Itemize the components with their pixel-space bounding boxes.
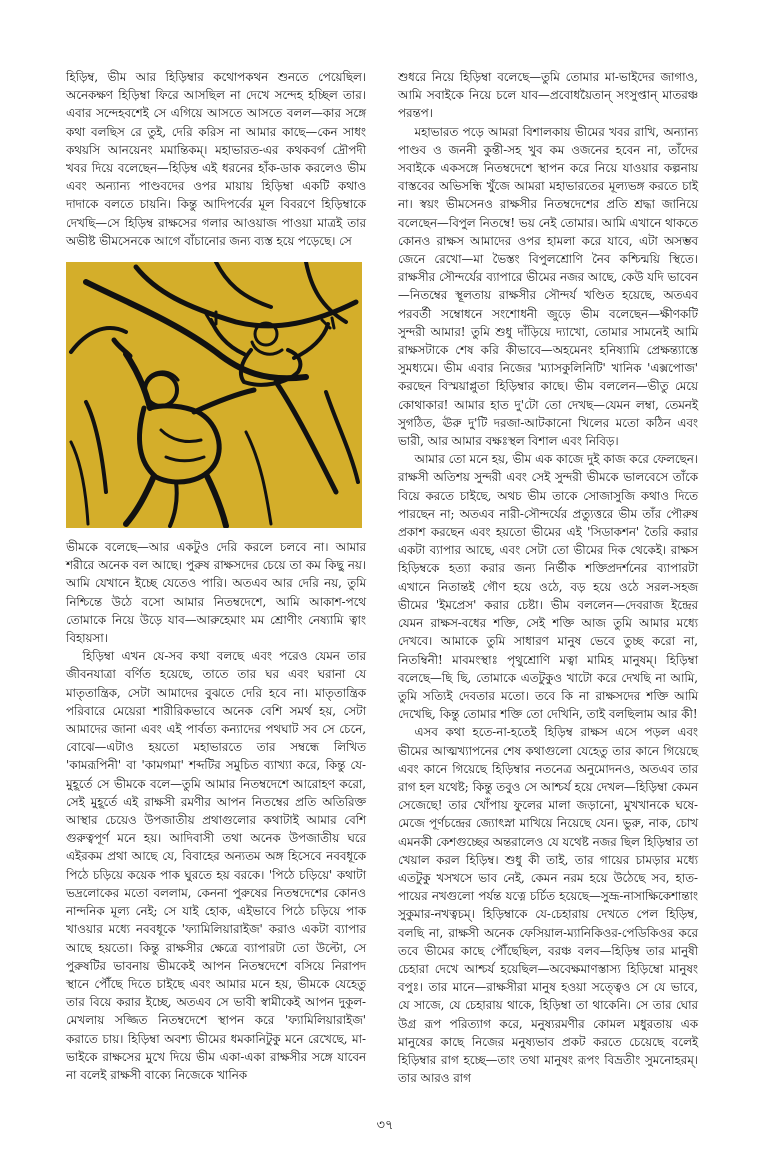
- left-column: [66, 68, 366, 1084]
- paragraph: হিড়িম্ব, ভীম আর হিড়িম্বার কথোপকথন শুনতে পেয়েছিল। অনেকক্ষণ হিড়িম্বা ফিরে আসছিল না দেখে সন্দেহ হচ্ছিল তার। এবার সন্দেহবশেই সে এগিয়ে আসতে আসতে বলল—কার সঙ্গে কথা বলছিস রে তুই, দেরি করিস না আমার কাছে—কেন সাধং কথয়সি আনয়েনং মমান্তিকম্। মহাভারত-এর কথকবর্গ দ্রৌপদী খবর দিয়ে বলেছেন—হিড়িম্ব এই ধরনের হাঁক-ডাক করলেও ভীম এবং অন্যান্য পাণ্ডবদের ওপর মায়ায় হিড়িম্বা একটি কথাও দাদাকে বলতে চায়নি। কিন্তু আদিপর্বের মূল বিবরণে হিড়িম্বাকে দেখছি—সে হিড়িম্ব রাক্ষসের গলার আওয়াজ পাওয়া মাত্রই তার অভীষ্ট ভীমসেনকে আগে বাঁচানোর জন্য ব্যস্ত হয়ে পড়েছে। সে: [66, 70, 366, 248]
- illustration: [66, 262, 362, 528]
- paragraph: শুধরে নিয়ে হিড়িম্বা বলেছে—তুমি তোমার মা-ভাইদের জাগাও, আমি সবাইকে নিয়ে চলে যাব—প্রবোধয়ৈতান্‌ সংসুপ্তান্‌ মাতরঞ্চ পরন্তপ।: [398, 70, 698, 121]
- right-column: [398, 68, 698, 1087]
- ink-drawing-bhima-hidimba: [66, 262, 362, 528]
- paragraph: হিড়িম্বা এখন যে-সব কথা বলছে এবং পরেও যেমন তার জীবনযাত্রা বর্ণিত হয়েছে, তাতে তার ঘর এবং ঘরানা যে মাতৃতান্ত্রিক, সেটা আমাদের বুঝতে দেরি হবে না। মাতৃতান্ত্রিক পরিবারে মেয়েরা শারীরিকভাবে অনেক বেশি সমর্থ হয়, সেটা আমাদের জানা এবং এই পার্বত্য কন্যাদের পথঘাট সব সে চেনে, বোঝে—এটাও হয়তো মহাভারতে তার সম্বন্ধে লিখিত 'কামরূপিনী' বা 'কামগমা' শব্দটির সমুচিত ব্যাখ্যা করে, কিন্তু যে-মুহূর্তে সে ভীমকে বলে—তুমি আমার নিতম্বদেশে আরোহণ করো, সেই মুহূর্তে এই রাক্ষসী রমণীর আপন নিতম্বের প্রতি অতিরিক্ত আস্থার চেয়েও উপজাতীয় প্রথাগুলোর কথাটাই আমার বেশি গুরুত্বপূর্ণ মনে হয়। আদিবাসী তথা অনেক উপজাতীয় ঘরে এইরকম প্রথা আছে যে, বিবাহের অন্যতম অঙ্গ হিসেবে নববধূকে পিঠে চড়িয়ে কয়েক পাক ঘুরতে হয় বরকে। 'পিঠে চড়িয়ে' কথাটা ভদ্রলোকের মতো বললাম, কেননা পুরুষের নিতম্বদেশের কোনও নান্দনিক মূল্য নেই; সে যাই হোক, এইভাবে পিঠে চড়িয়ে পাক খাওয়ার মধ্যে নববধূকে 'ফ্যামিলিয়ারাইজ' করাও একটা ব্যাপার আছে হয়তো। কিন্তু রাক্ষসীর ক্ষেত্রে ব্যাপারটা তো উল্টো, সে পুরুষটির ভাবনায় ভীমকেই আপন নিতম্বদেশে বসিয়ে নিরাপদ স্থানে পৌঁছে দিতে চাইছে এবং আমার মনে হয়, ভীমকে যেহেতু তার বিয়ে করার ইচ্ছে, অতএব সে ভাবী স্বামীকেই আপন দুকূল-মেখলায় সজ্জিত নিতম্বদেশে স্থাপন করে 'ফ্যামিলিয়ারাইজ' করাতে চায়। হিড়িম্বা অবশ্য ভীমের ধমকানিটুকু মনে রেখেছে, মা-ভাইকে রাক্ষসের মুখে দিয়ে ভীম একা-একা রাক্ষসীর সঙ্গে যাবেন না বলেই রাক্ষসী বাক্যে নিজেকে খানিক: [66, 649, 366, 1082]
- paragraph: আমার তো মনে হয়, ভীম এক কাজে দুই কাজ করে ফেলছেন। রাক্ষসী অতিশয় সুন্দরী এবং সেই সুন্দরী ভীমকে ভালবেসে তাঁকে বিয়ে করতে চাইছে, অথচ ভীম তাকে সোজাসুজি কথাও দিতে পারছেন না; অতএব নারী-সৌন্দর্যের প্রত্যুত্তরে ভীম তাঁর পৌরুষ প্রকাশ করছেন এবং হয়তো ভীমের এই 'সিডাকশন' তৈরি করার একটা ব্যাপার আছে, এবং সেটা তো ভীমের দিক থেকেই। রাক্ষস হিড়িম্বকে হত্যা করার জন্য নির্ভীক শক্তিপ্রদর্শনের ব্যাপারটা এখানে নিতান্তই গৌণ হয়ে ওঠে, বড় হয়ে ওঠে সরল-সহজ ভীমের 'ইমপ্রেস' করার চেষ্টা। ভীম বললেন—দেবরাজ ইন্দ্রের যেমন রাক্ষস-বধের শক্তি, সেই শক্তি আজ তুমি আমার মধ্যে দেখবে। আমাকে তুমি সাধারণ মানুষ ভেবে তুচ্ছ করো না, নিতম্বিনী! মাবমংস্থাঃ পৃথুশ্রোণি মত্বা মামিহ মানুষম্। হিড়িম্বা বলেছে—ছি ছি, তোমাকে এতটুকুও খাটো করে দেখছি না আমি, তুমি সত্যিই দেবতার মতো। তবে কি না রাক্ষসদের শক্তি আমি দেখেছি, কিন্তু তোমার শক্তি তো দেখিনি, তাই বলছিলাম আর কী!: [398, 452, 698, 722]
- paragraph: এসব কথা হতে-না-হতেই হিড়িম্ব রাক্ষস এসে পড়ল এবং ভীমের আত্মখ্যাপনের শেষ কথাগুলো যেহেতু তার কানে গিয়েছে এবং কানে গিয়েছে হিড়িম্বার নতনেত্র অনুমোদনও, অতএব তার রাগ হল যথেষ্ট; কিন্তু তবুও সে আশ্চর্য হয়ে দেখল—হিড়িম্বা কেমন সেজেছে! তার খোঁপায় ফুলের মালা জড়ানো, মুখখানকে ঘষে-মেজে পূর্ণচন্দ্রের জ্যোৎস্না মাখিয়ে নিয়েছে যেন। ভুরু, নাক, চোখ এমনকী কেশগুচ্ছের অন্তরালেও যে যথেষ্ট নজর ছিল হিড়িম্বার তা খেয়াল করল হিড়িম্ব। শুধু কী তাই, তার গায়ের চামড়ার মধ্যে এতটুকু খসখসে ভাব নেই, কেমন নরম হয়ে উঠেছে সব, হাত-পায়ের নখগুলো পর্যন্ত যত্নে চর্চিত হয়েছে—সুভ্রূ-নাসাক্ষিকেশান্তাং সুকুমার-নখত্বচম্। হিড়িম্বাকে যে-চেহারায় দেখতে পেল হিড়িম্ব, বলছি না, রাক্ষসী অনেক ফেসিয়াল-ম্যানিকিওর-পেডিকিওর করে তবে ভীমের কাছে পৌঁছেছিল, বরঞ্চ বলব—হিড়িম্ব তার মানুষী চেহারা দেখে আশ্চর্য হয়েছিল—অবেক্ষমাণস্তাস্য হিড়িম্বো মানুষং বপুঃ। তার মানে—রাক্ষসীরা মানুষ হওয়া সত্ত্বেও সে যে ভাবে, যে সাজে, যে চেহারায় থাকে, হিড়িম্বা তা থাকেনি। সে তার ঘোর উগ্র রূপ পরিত্যাগ করে, মনুষ্যরমণীর কোমল মধুরতায় এক মানুষের কাছে নিজের মনুষ্যভাব প্রকট করতে চেয়েছে বলেই হিড়িম্বার রাগ হচ্ছে—তাং তথা মানুষং রূপং বিভ্রতীং সুমনোহরম্। তার আরও রাগ: [398, 725, 698, 1086]
- paragraph: ভীমকে বলেছে—আর একটুও দেরি করলে চলবে না। আমার শরীরে অনেক বল আছে। পুরুষ রাক্ষসদের চেয়ে তা কম কিছু নয়। আমি যেখানে ইচ্ছে যেতেও পারি। অতএব আর দেরি নয়, তুমি নিশ্চিন্তে উঠে বসো আমার নিতম্বদেশে, আমি আকাশ-পথে তোমাকে নিয়ে উড়ে যাব—আরুহেমাং মম শ্রোণীং নেষ্যামি ত্বাং বিহায়সা।: [66, 540, 366, 646]
- paragraph: মহাভারত পড়ে আমরা বিশালকায় ভীমের খবর রাখি, অন্যান্য পাণ্ডব ও জননী কুন্তী-সহ খুব কম ওজনের হবেন না, তাঁদের সবাইকে একসঙ্গে নিতম্বদেশে স্থাপন করে নিয়ে যাওয়ার কল্পনায় বাস্তবের অভিসন্ধি খুঁজে আমরা মহাভারতের মূল্যভঙ্গ করতে চাই না। স্বয়ং ভীমসেনও রাক্ষসীর নিতম্বদেশের প্রতি শ্রদ্ধা জানিয়ে বলেছেন—বিপুল নিতম্বে! ভয় নেই তোমার। আমি এখানে থাকতে কোনও রাক্ষস আমাদের ওপর হামলা করে যাবে, এটা অসম্ভব জেনে রেখো—মা ভৈস্তং বিপুলশ্রোণি নৈব কশ্চিন্ময়ি স্থিতে। রাক্ষসীর সৌন্দর্যের ব্যাপারে ভীমের নজর আছে, কেউ যদি ভাবেন—নিতম্বের স্থূলতায় রাক্ষসীর সৌন্দর্য খণ্ডিত হয়েছে, অতএব পরবর্তী সম্বোধনে সংশোধনী জুড়ে ভীম বলেছেন—ক্ষীণকটি সুন্দরী আমার! তুমি শুধু দাঁড়িয়ে দ্যাখো, তোমার সামনেই আমি রাক্ষসটাকে শেষ করি কীভাবে—অহমেনং হনিষ্যামি প্রেক্ষন্ত্যাস্তে সুমধ্যমে। ভীম এবার নিজের 'ম্যাসকুলিনিটি' খানিক 'এক্সপোজ' করছেন বিস্ময়াপ্লুতা হিড়িম্বার কাছে। ভীম বললেন—ভীতু মেয়ে কোথাকার! আমার হাত দু'টো তো দেখছ—যেমন লম্বা, তেমনই সুগঠিত, ঊরু দু'টি দরজা-আটকানো খিলের মতো কঠিন এবং ভারী, আর আমার বক্ষঃস্থল বিশাল এবং নিবিড়।: [398, 124, 698, 449]
- page-number: ৩৭: [376, 1118, 394, 1133]
